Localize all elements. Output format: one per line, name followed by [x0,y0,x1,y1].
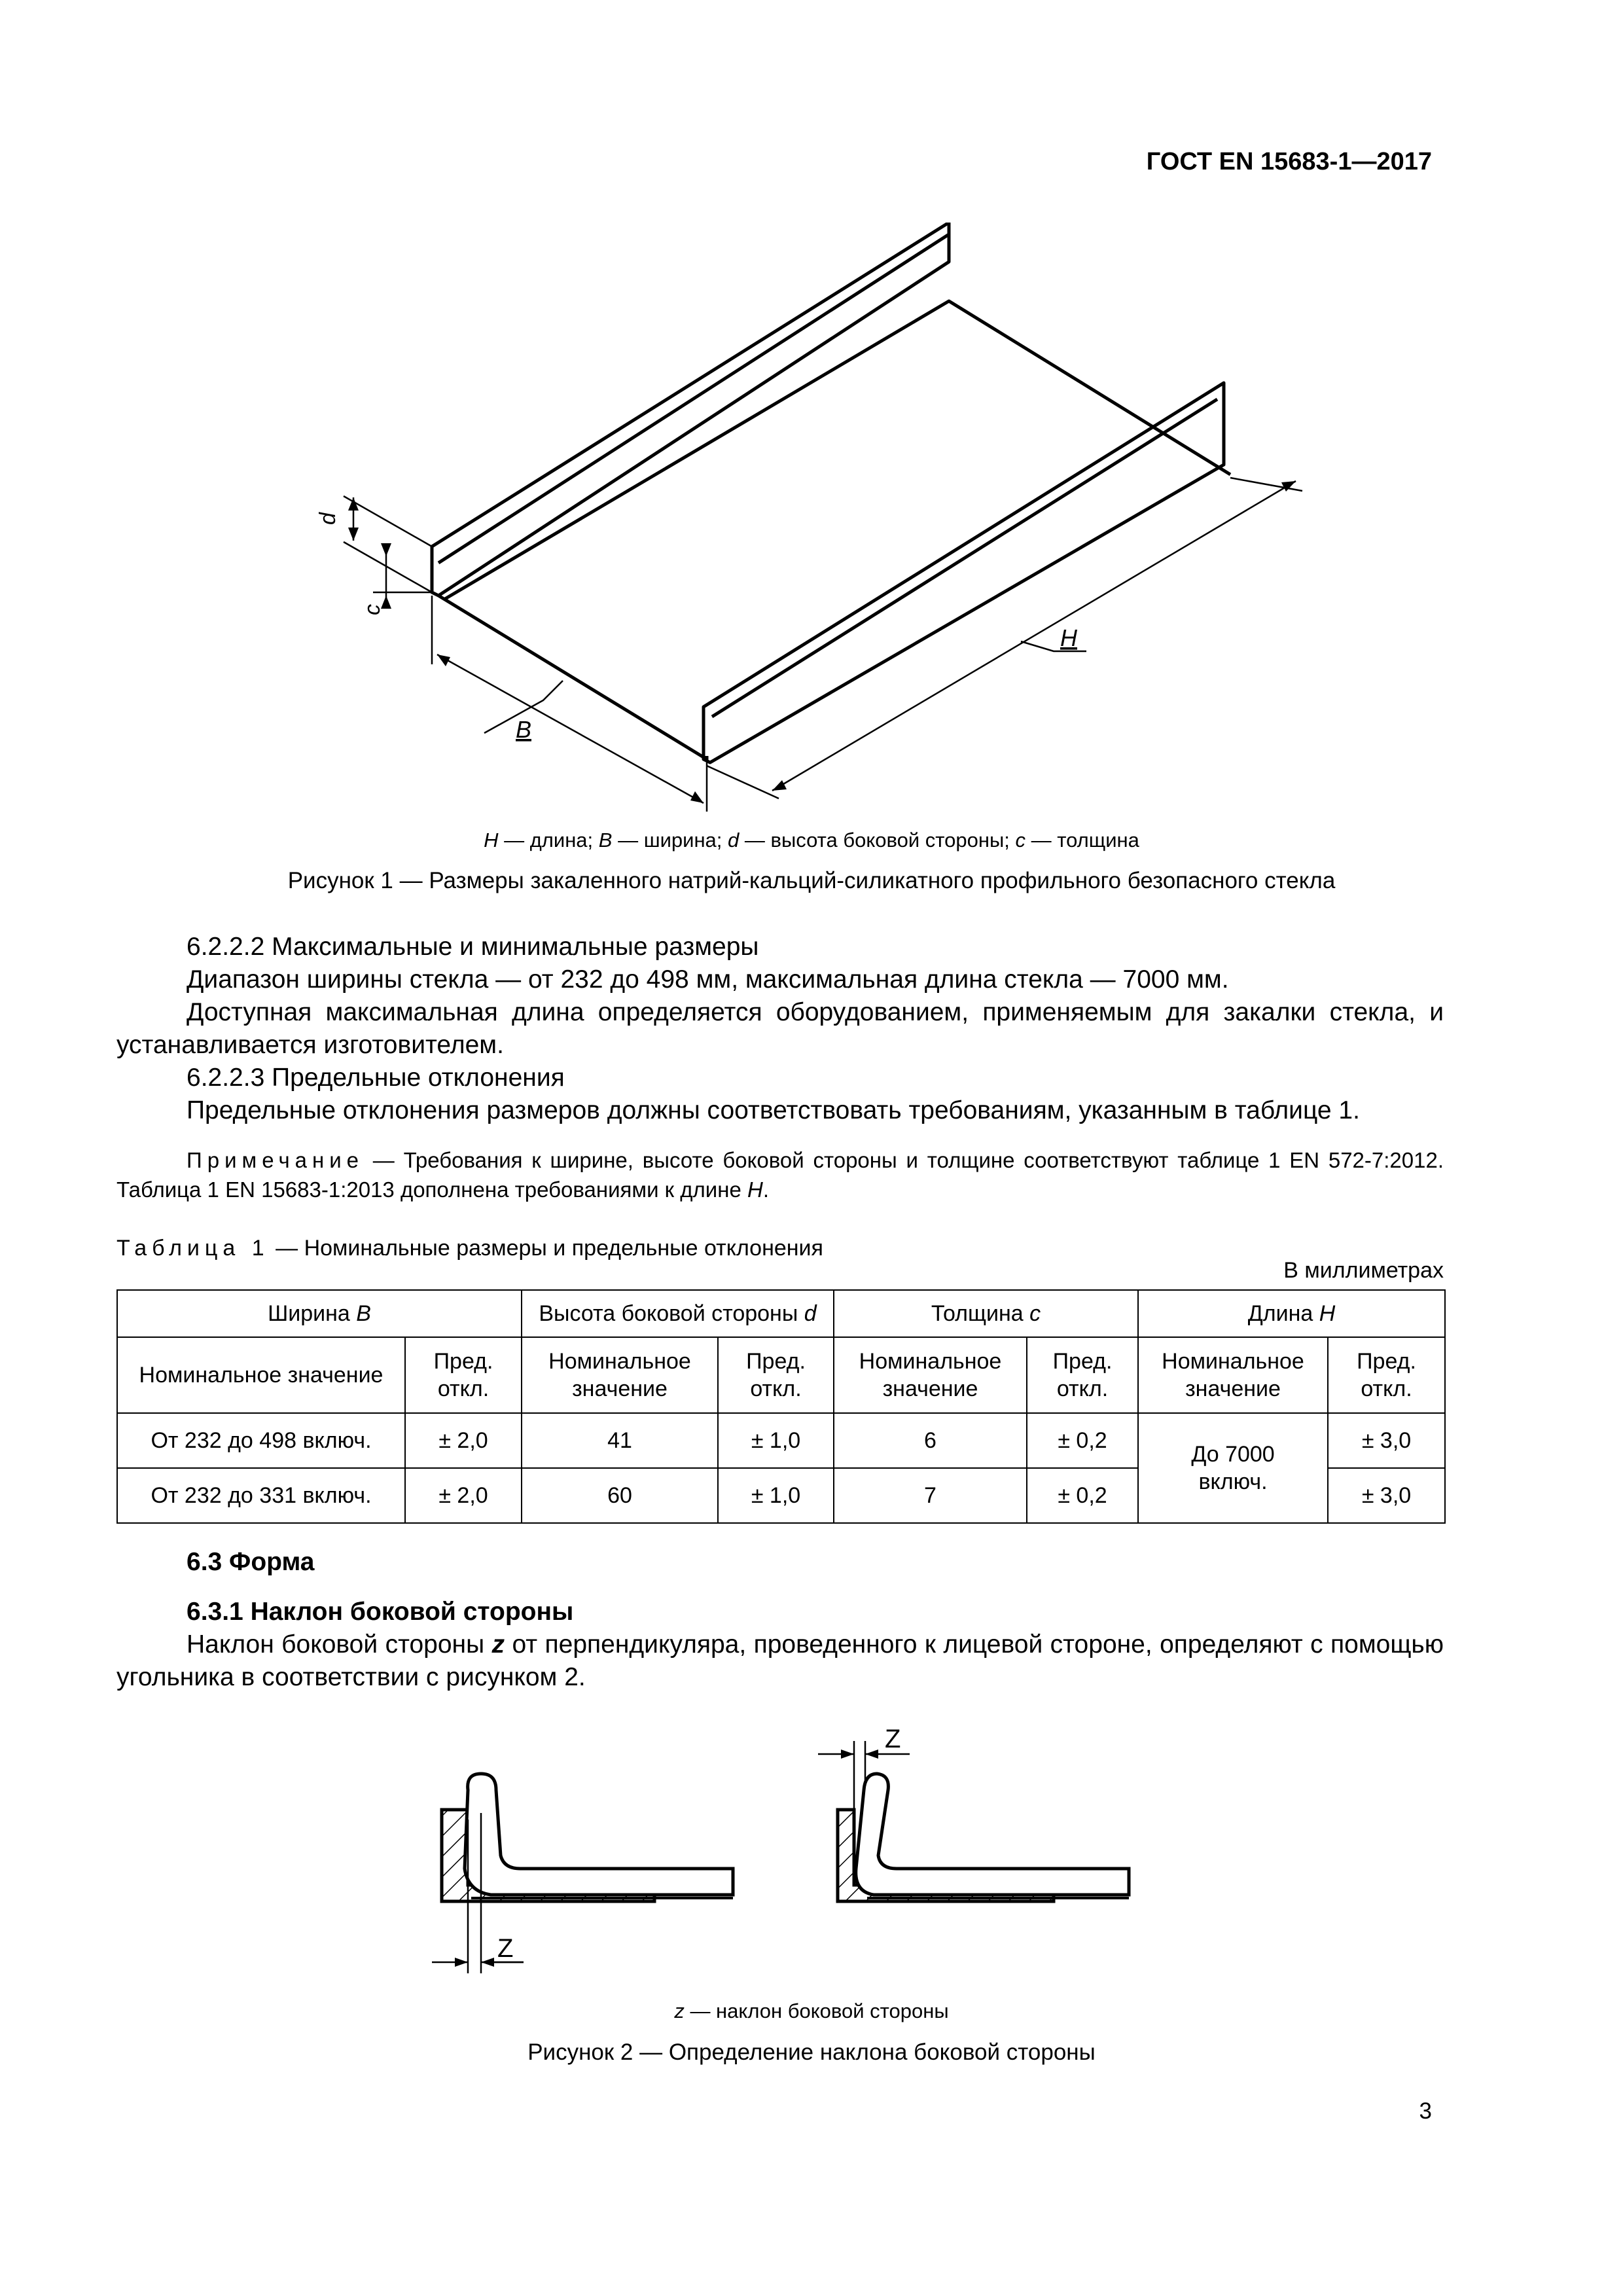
clause-6223-heading: 6.2.2.3 Предельные отклонения [187,1064,565,1092]
figure-1-legend: H — длина; B — ширина; d — высота боковой стороны; c — толщина [484,829,1139,852]
sub-deviation: Пред. откл. [718,1337,834,1413]
b-dimension-ext [432,596,707,812]
table-sub-header-row [117,1337,1445,1413]
figure-2-legend: z — наклон боковой стороны [674,2000,949,2022]
sub-nominal: Номинальное значение [1138,1337,1328,1413]
clause-6222-heading: 6.2.2.2 Максимальные и минимальные размеры [187,933,759,961]
table-group-header-row [117,1290,1445,1337]
z-label-left: Z [497,1934,514,1963]
header-width: Ширина B [117,1290,522,1337]
figure-1-caption: Рисунок 1 — Размеры закаленного натрий-кальций-силикатного профильного безопасного стекла [287,868,1336,893]
label-d: d [315,512,340,525]
left-glass-profile [465,1774,733,1895]
section-63-heading: 6.3 Форма [187,1548,315,1576]
z-label-right: Z [885,1725,901,1753]
note-label: Примечание [187,1148,365,1172]
length-nominal-cell: До 7000 включ. [1138,1413,1328,1523]
sub-nominal: Номинальное значение [117,1337,405,1413]
right-wall-inner-edge [712,399,1217,717]
left-wall-inner-edge [438,234,949,563]
h-dimension-line [772,481,1296,791]
figure-2-caption: Рисунок 2 — Определение наклона боковой стороны [527,2039,1096,2065]
note: Примечание — Требования к ширине, высоте боковой стороны и толщине соответствуют таблице 1 EN 572-7:2012. Таблица 1 EN 15683-1:2013 дополнена требованиями к длине H. [116,1148,1444,1202]
label-c: c [360,604,385,615]
table-row: От 232 до 331 включ. ± 2,0 60 ± 1,0 7 ± 0,2 ± 3,0 [117,1468,1445,1523]
clause-6222-range: Диапазон ширины стекла — от 232 до 498 мм, максимальная длина стекла — 7000 мм. [187,965,1229,994]
header-side-height: Высота боковой стороны d [522,1290,834,1337]
table-1-caption: Таблица 1 — Номинальные размеры и предельные отклонения [116,1236,823,1261]
left-side-wall [432,223,949,596]
section-63-text [116,1546,1444,1694]
label-b: B [516,716,532,743]
clause-6223-text: Предельные отклонения размеров должны соответствовать требованиям, указанным в таблице 1. [187,1096,1360,1124]
right-glass-profile [856,1774,1129,1895]
header-length: Длина H [1138,1290,1445,1337]
label-h: H [1060,624,1077,651]
section-622-text [116,931,1444,1127]
figure-1-drawing [308,223,1315,825]
section-631-heading: 6.3.1 Наклон боковой стороны [187,1598,574,1626]
header-thickness: Толщина c [834,1290,1138,1337]
table-row: От 232 до 498 включ. ± 2,0 41 ± 1,0 6 ± 0,2 До 7000 включ. ± 3,0 [117,1413,1445,1468]
document-id: ГОСТ EN 15683-1—2017 [1146,148,1432,175]
table-1 [116,1289,1446,1524]
page-number: 3 [1419,2098,1432,2124]
h-dimension-ext [707,478,1302,798]
sub-deviation: Пред. откл. [405,1337,522,1413]
sub-deviation: Пред. откл. [1328,1337,1445,1413]
base-far-edge [445,301,1230,599]
sub-deviation: Пред. откл. [1027,1337,1138,1413]
sub-nominal: Номинальное значение [522,1337,718,1413]
section-631-text: Наклон боковой стороны z от перпендикуляра, проведенного к лицевой стороне, определяют с помощью угольника в соответствии с рисунком 2. [116,1630,1444,1691]
sub-nominal: Номинальное значение [834,1337,1027,1413]
table-1-units: В миллиметрах [1283,1258,1444,1283]
clause-6222-max-length: Доступная максимальная длина определяется оборудованием, применяемым для закалки стекла, и устанавливается изготовителем. [116,998,1444,1059]
figure-2-drawing [393,1702,1217,1977]
right-side-wall [704,383,1224,762]
